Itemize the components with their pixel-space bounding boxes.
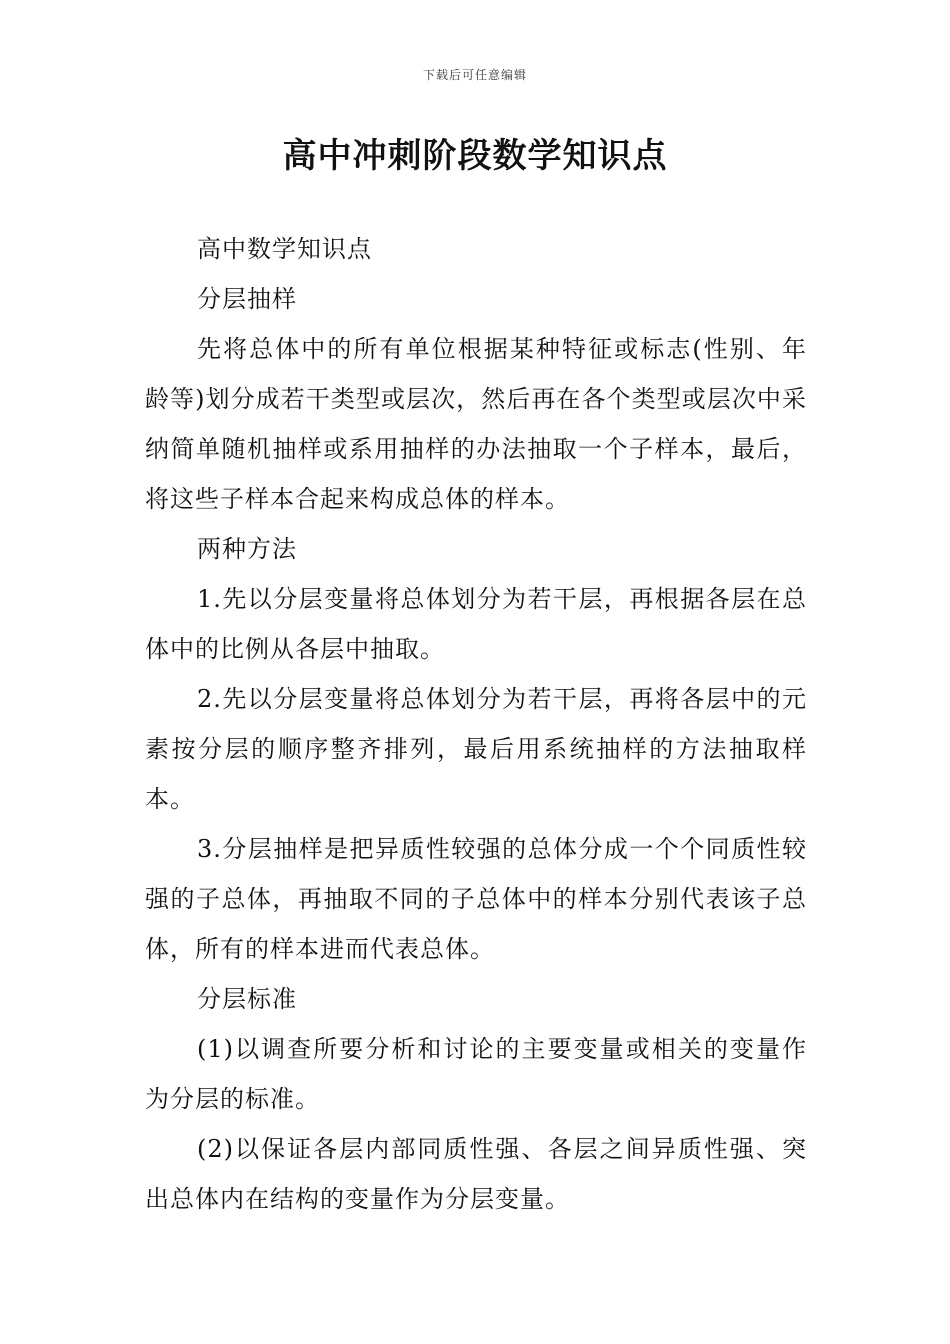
list-item: 1.先以分层变量将总体划分为若干层，再根据各层在总体中的比例从各层中抽取。	[145, 585, 807, 663]
section-heading: 分层标准	[197, 985, 297, 1013]
list-item: (2)以保证各层内部同质性强、各层之间异质性强、突出总体内在结构的变量作为分层变量。	[145, 1135, 807, 1213]
section-heading: 高中数学知识点	[197, 235, 372, 263]
list-item: 3.分层抽样是把异质性较强的总体分成一个个同质性较强的子总体，再抽取不同的子总体中的样本分别代表该子总体，所有的样本进而代表总体。	[145, 835, 807, 963]
section-heading: 两种方法	[197, 535, 297, 563]
document-title: 高中冲刺阶段数学知识点	[282, 136, 668, 176]
paragraph: 先将总体中的所有单位根据某种特征或标志(性别、年龄等)划分成若干类型或层次，然后再在各个类型或层次中采纳简单随机抽样或系用抽样的办法抽取一个子样本，最后，将这些子样本合起来构成总体的样本。	[145, 335, 807, 513]
list-item: (1)以调查所要分析和讨论的主要变量或相关的变量作为分层的标准。	[145, 1035, 807, 1113]
list-item: 2.先以分层变量将总体划分为若干层，再将各层中的元素按分层的顺序整齐排列，最后用系统抽样的方法抽取样本。	[145, 685, 807, 813]
section-heading: 分层抽样	[197, 285, 297, 313]
header-note: 下载后可任意编辑	[422, 68, 527, 82]
document-body	[145, 224, 807, 1224]
